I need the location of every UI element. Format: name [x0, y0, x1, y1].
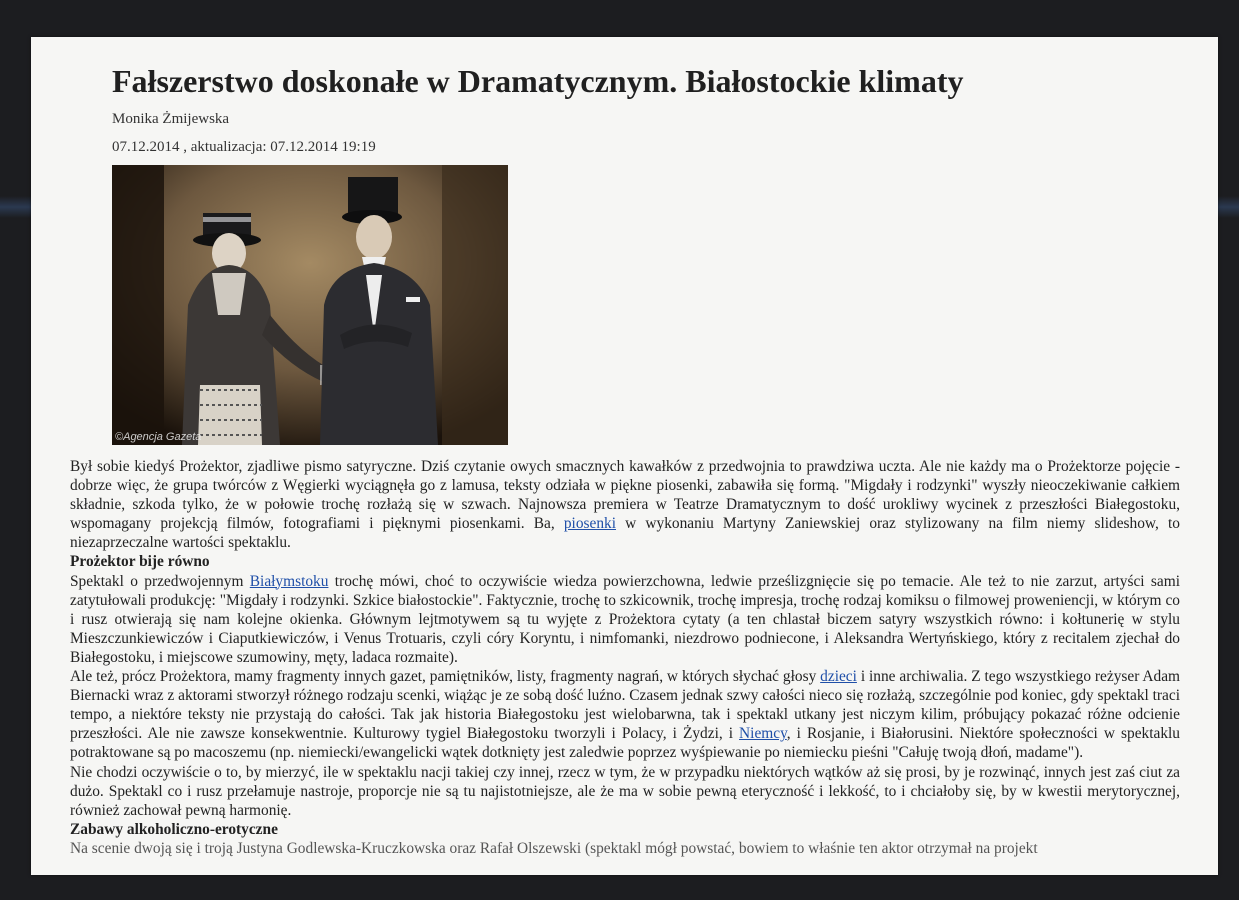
section-heading: Zabawy alkoholiczno-erotyczne: [70, 820, 278, 838]
link-piosenki[interactable]: piosenki: [563, 515, 617, 533]
paragraph: Spektakl o przedwojennym Białymstoku trochę mówi, choć to oczywiście wiedza powierzchowna, ledwie prześlizgnięcie się po temacie. Ale też to nie zarzut, artyści sami zatytułowali produkcję: "Migdały i rodzynki. Szkice białostockie". Faktycznie, trochę to szkicownik, trochę impresja, trochę rodzaj komiksu o filmowej proweniencji, w którym co i rusz otwierają się nam kolejne okienka. Głównym lejtmotywem są tu wyjęte z Prożektora cytaty (a ten chlastał biczem satyry wszystkich równo: i kołtunerię w stylu Mieszczunkiewiczów i Ciaputkiewiczów, i Venus Trotuaris, czyli córy Koryntu, i nimfomanki, niezdrowo podniecone, i Aleksandra Wertyńskiego, który z recitalem zjechał do Białegostoku, i miejscowe szumowiny, męty, ladaca rozmaite).: [70, 572, 1180, 666]
paragraph-cut-off: Na scenie dwoją się i troją Justyna Godlewska-Kruczkowska oraz Rafał Olszewski (spektakl mógł powstać, bowiem to właśnie ten aktor otrzymał na projekt: [70, 839, 1038, 857]
article-title: Fałszerstwo doskonałe w Dramatycznym. Białostockie klimaty: [112, 63, 964, 99]
paragraph: Ale też, prócz Prożektora, mamy fragmenty innych gazet, pamiętników, listy, fragmenty nagrań, w których słychać głosy dzieci i inne archiwalia. Z tego wszystkiego reżyser Adam Biernacki wraz z aktorami stworzył różnego rodzaju scenki, wiążąc je ze sobą dość luźno. Czasem jednak szwy całości nieco się rozłażą, szczególnie pod koniec, gdy spektakl traci tempo, a niektóre teksty nie przystają do całości. Tak jak historia Białegostoku jest wielobarwna, tak i spektakl utkany jest niczym kilim, próbujący pokazać różne odcienie przeszłości. Ale nie zawsze konsekwentnie. Kulturowy tygiel Białegostoku tworzyli i Polacy, i Żydzi, i Niemcy, i Rosjanie, i Białorusini. Niektóre społeczności w spektaklu potraktowane są po macoszemu (np. niemiecki/ewangelicki wątek dotknięty jest zaledwie poprzez wyśpiewanie po niemiecku pieśni "Całuję twoją dłoń, madame").: [70, 668, 1181, 762]
photo-credit: ©Agencja Gazeta: [115, 431, 202, 443]
link-niemcy[interactable]: Niemcy: [739, 725, 787, 743]
article-date: 07.12.2014 , aktualizacja: 07.12.2014 19:19: [112, 139, 376, 155]
photo-illustration: [112, 165, 508, 445]
article-photo: [112, 165, 508, 445]
article-author: Monika Żmijewska: [112, 111, 230, 127]
article-body: [70, 457, 1180, 858]
section-heading: Prożektor bije równo: [70, 553, 210, 571]
link-bialymstoku[interactable]: Białymstoku: [249, 572, 329, 590]
paragraph: Nie chodzi oczywiście o to, by mierzyć, ile w spektaklu nacji takiej czy innej, rzecz w tym, że w przypadku niektórych wątków aż się prosi, by je rozwinąć, innych jest zaś ciut za dużo. Spektakl co i rusz przełamuje nastroje, proporcje nie są tu najistotniejsze, ale że ma w sobie pewną eteryczność i lekkość, to i chciałoby się, by w kwestii merytorycznej, również zachował pewną harmonię.: [70, 763, 1180, 819]
paragraph: Był sobie kiedyś Prożektor, zjadliwe pismo satyryczne. Dziś czytanie owych smacznych kawałków z przedwojnia to prawdziwa uczta. Ale nie każdy ma o Prożektorze pojęcie - dobrze więc, że grupa twórców z Węgierki wyciągnęła go z lamusa, teksty odziała w piękne piosenki, zabawiła się formą. "Migdały i rodzynki" wyszły nieoczekiwanie całkiem składnie, szkoda tylko, że w połowie trochę rozłażą się w szwach. Najnowsza premiera w Teatrze Dramatycznym to dość urokliwy wycinek z przeszłości Białegostoku, wspomagany projekcją filmów, fotografiami i pięknymi piosenkami. Ba, piosenki w wykonaniu Martyny Zaniewskiej oraz stylizowany na film niemy slideshow, to niezaprzeczalne wartości spektaklu.: [70, 458, 1180, 552]
link-dzieci[interactable]: dzieci: [820, 668, 857, 686]
scanned-page: [31, 37, 1218, 875]
